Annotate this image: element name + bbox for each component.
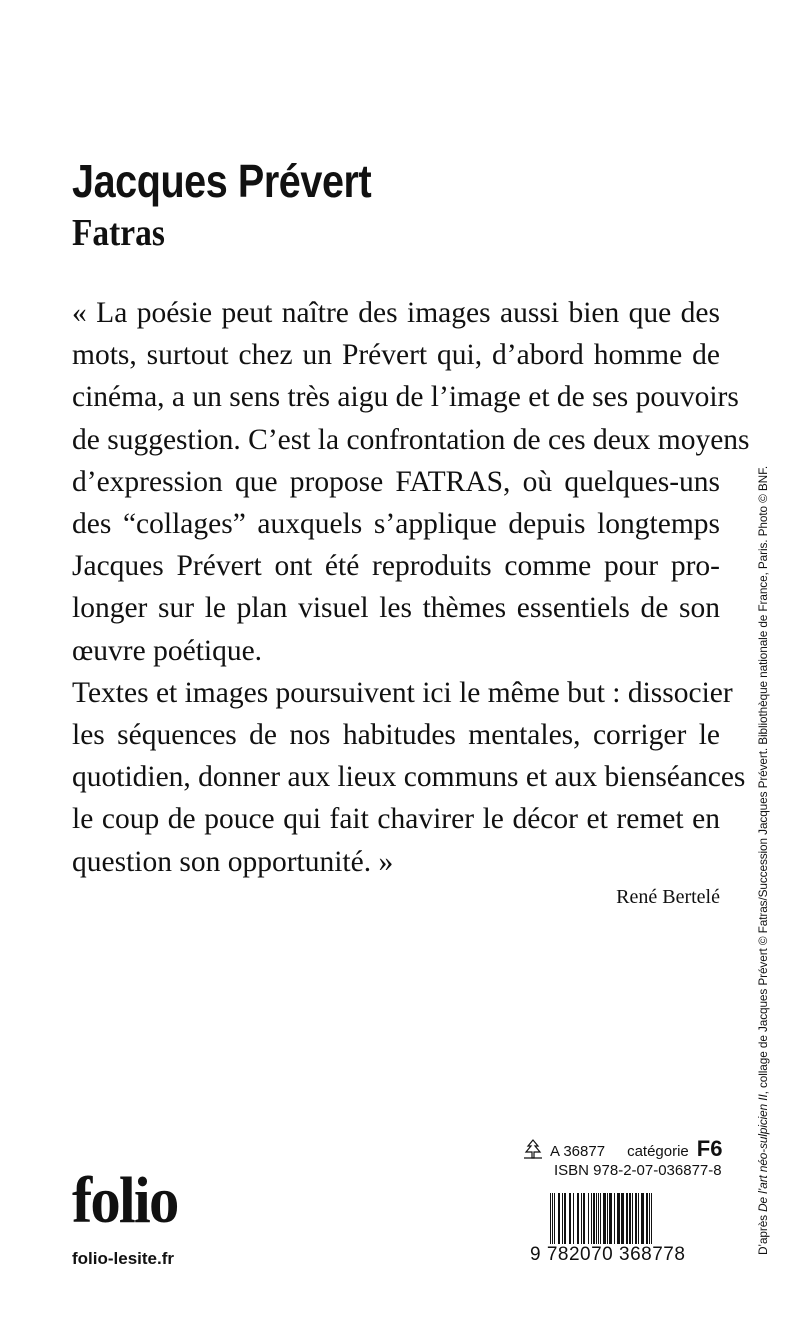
blurb-paragraph-2 bbox=[72, 672, 746, 883]
blurb-paragraph-1 bbox=[72, 292, 750, 672]
blurb-line: quotidien, donner aux lieux communs et aux bienséances bbox=[72, 761, 746, 794]
credit-prefix: D’après bbox=[756, 1211, 770, 1255]
credit-artwork-title: De l’art néo-sulpicien II bbox=[756, 1094, 770, 1212]
category-label: catégorie bbox=[627, 1143, 689, 1160]
barcode-number: 9 782070 368778 bbox=[530, 1244, 686, 1265]
cover-credit bbox=[756, 435, 770, 1255]
blurb-line: cinéma, a un sens très aigu de l’image et de ses pouvoirs bbox=[72, 381, 739, 414]
blurb-line: le coup de pouce qui fait chavirer le décor et remet en bbox=[72, 803, 720, 836]
blurb-line: « La poésie peut naître des images aussi bien que des bbox=[72, 297, 720, 329]
tree-icon bbox=[522, 1139, 544, 1159]
blurb-line: des “collages” auxquels s’applique depuis longtemps bbox=[72, 508, 720, 541]
barcode-digits bbox=[528, 1244, 687, 1266]
isbn: ISBN 978-2-07-036877-8 bbox=[554, 1162, 722, 1179]
blurb-line: d’expression que propose FATRAS, où quelques-uns bbox=[72, 465, 720, 498]
blurb-line: mots, surtout chez un Prévert qui, d’abord homme de bbox=[72, 339, 720, 372]
back-cover-blurb bbox=[72, 292, 750, 883]
reference-line bbox=[522, 1136, 722, 1162]
author-name: Jacques Prévert bbox=[72, 155, 372, 207]
category-value: F6 bbox=[696, 1136, 723, 1161]
blurb-line: de suggestion. C’est la confrontation de ces deux moyens bbox=[72, 423, 750, 456]
blurb-line: les séquences de nos habitudes mentales, corriger le bbox=[72, 719, 720, 752]
book-title: Fatras bbox=[72, 212, 165, 254]
publisher-website: folio-lesite.fr bbox=[72, 1249, 175, 1268]
reference-number: A 36877 bbox=[550, 1143, 606, 1160]
credit-details: , collage de Jacques Prévert © Fatras/Succession Jacques Prévert. Bibliothèque nationale de France, Paris. Photo © BNF. bbox=[756, 465, 770, 1095]
blurb-line: Textes et images poursuivent ici le même but : dissocier bbox=[72, 676, 733, 709]
product-codes bbox=[522, 1136, 722, 1188]
folio-logo: folio bbox=[72, 1164, 178, 1237]
blurb-line: œuvre poétique. bbox=[72, 634, 263, 667]
blurb-line: Jacques Prévert ont été reproduits comme pour pro- bbox=[72, 550, 720, 583]
blurb-line: longer sur le plan visuel les thèmes essentiels de son bbox=[72, 592, 720, 625]
blurb-signature: René Bertelé bbox=[616, 886, 720, 908]
blurb-line: question son opportunité. » bbox=[72, 845, 394, 878]
